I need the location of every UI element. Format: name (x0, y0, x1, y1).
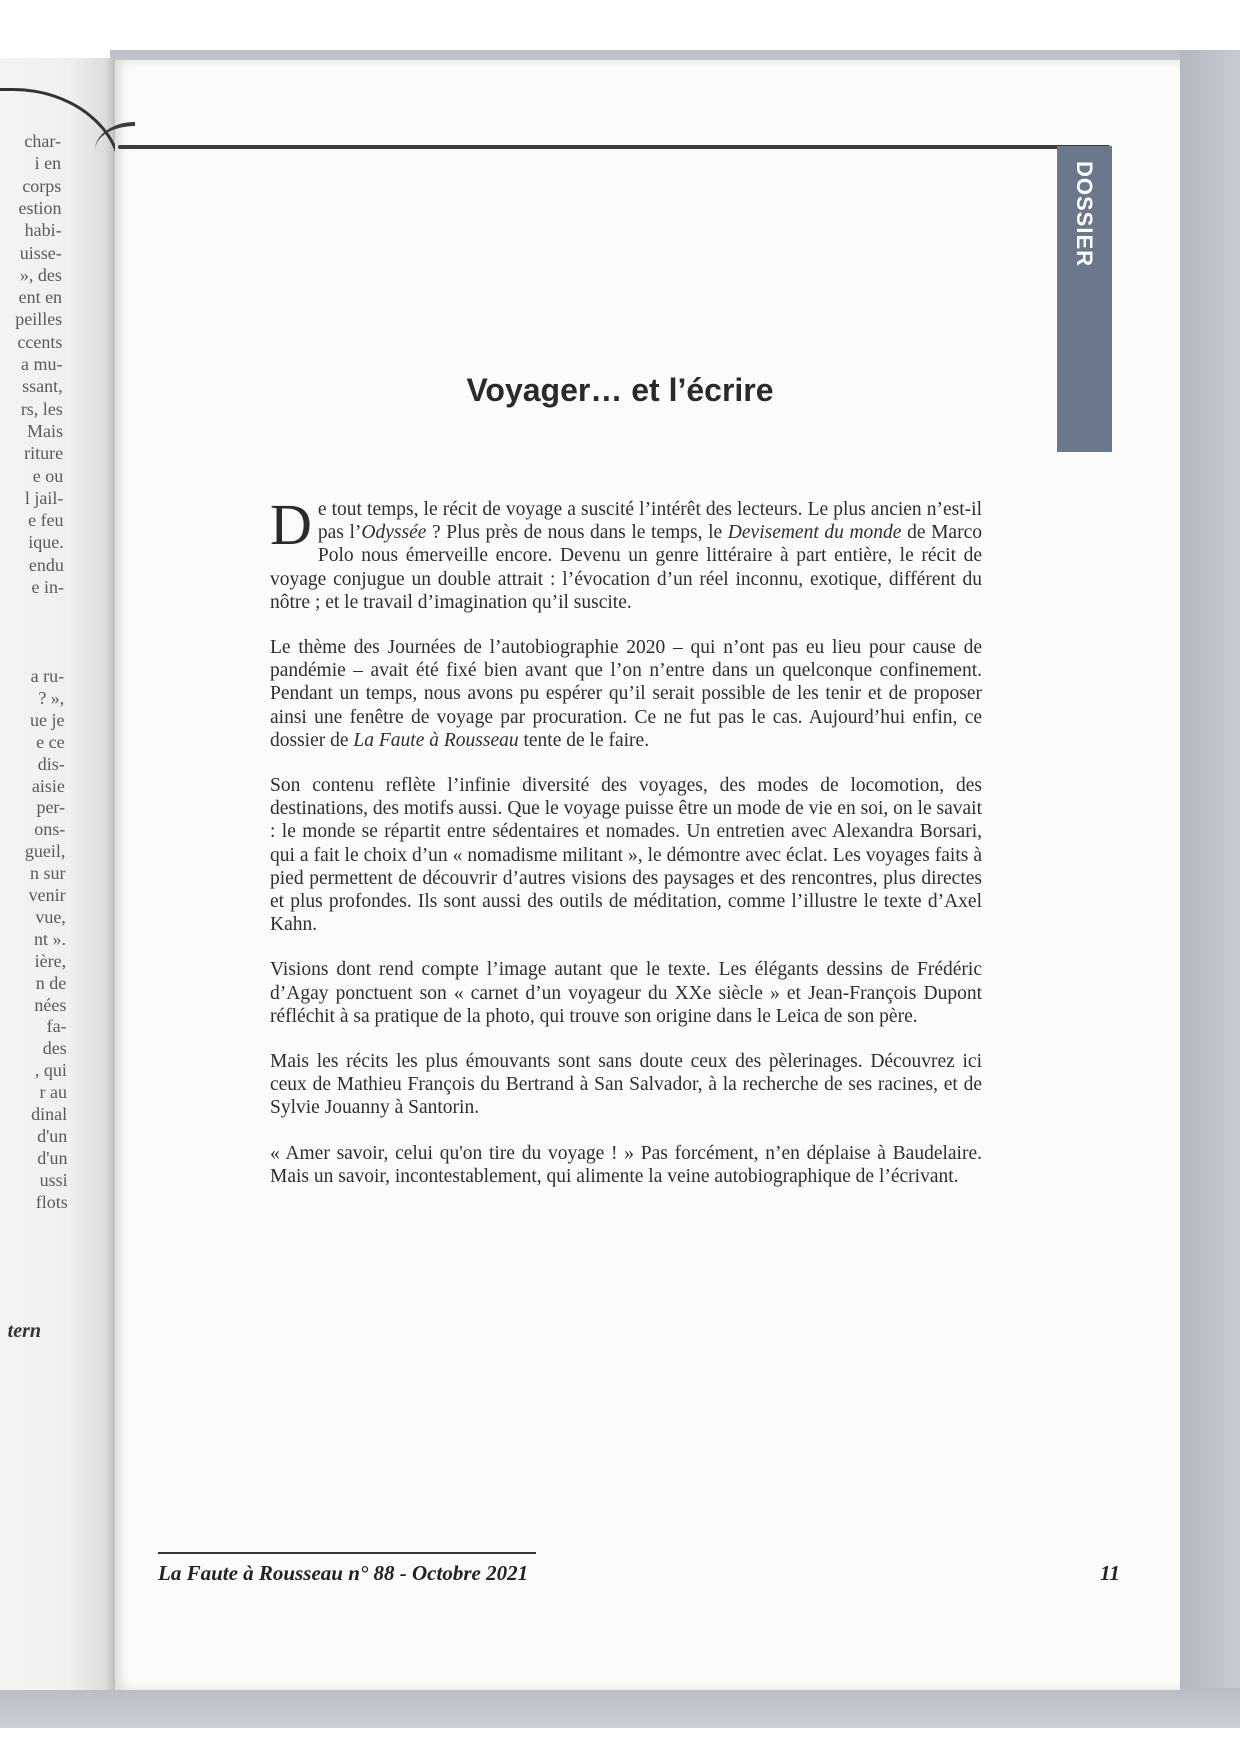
footer-rule (158, 1552, 536, 1554)
footer-publication: La Faute à Rousseau n° 88 - Octobre 2021 (158, 1561, 529, 1585)
left-page-line: dinal (31, 1104, 68, 1124)
p1-odyssee: Odyssée (361, 522, 427, 544)
paragraph-3: Son contenu reflète l’infinie diversité des voyages, des modes de locomotion, des destinations, des motifs aussi. Que le voyage puisse être un mode de vie en soi, on le savait : le monde se répartit entre sédentaires et nomades. Un entretien avec Alexandra Borsari, qui a fait le choix d’un « nomadisme militant », le démontre avec éclat. Les voyages faits à pied permettent de découvrir d’autres visions des paysages et des rencontres, plus directes et plus profondes. Ils sont aussi des outils de méditation, comme l’illustre le texte d’Axel Kahn. (270, 775, 982, 936)
p2-start: Le thème des Journées de l’autobiographie 2020 – qui n’ont pas eu lieu pour cause de pandémie – avait été fixé bien avant que l’on n’entre dans un quelconque confinement. Pendant un temps, nous avons pu espérer qu’il serait possible de les tenir et de proposer ainsi une fenêtre de voyage par procuration. Ce ne fut pas le cas. Aujourd’hui enfin, ce dossier de (270, 637, 982, 751)
left-page-line: ique. (28, 532, 64, 553)
left-page-line: n de (35, 972, 67, 993)
left-page-line: aisie (31, 775, 65, 796)
paragraph-4: Visions dont rend compte l’image autant que le texte. Les élégants dessins de Frédéric d’Agay ponctuent son « carnet d’un voyageur du XXe siècle » et Jean-François Dupont réfléchit à sa pratique de la photo, qui trouve son origine dans le Leica de son père. (270, 959, 982, 1027)
left-page-line: e in- (31, 577, 64, 597)
left-page-line: gueil, (24, 841, 66, 862)
paragraph-1 (270, 492, 982, 614)
left-page-line: per- (36, 797, 66, 818)
paragraph-5: Mais les récits les plus émouvants sont sans doute ceux des pèlerinages. Découvrez ici ceux de Mathieu François du Bertrand à San Salvador, à la recherche de ses racines, et de Sylvie Jouanny à Santorin. (270, 1051, 982, 1119)
left-page-line: ons- (34, 819, 66, 840)
p1-end: de Marco Polo nous émerveille encore. Devenu un genre littéraire à part entière, le récit de voyage conjugue un double attrait : l’évocation d’un réel inconnu, exotique, différent du nôtre ; et le travail d’imagination qu’il suscite. (270, 522, 982, 613)
left-page-line: nt ». (33, 928, 66, 949)
left-page-line: char- (24, 131, 61, 151)
left-page-line: ent en (18, 287, 63, 308)
left-page-line: ière, (34, 950, 67, 971)
left-page-line: endu (28, 554, 64, 575)
left-page-line: l jail- (24, 487, 64, 508)
left-page-line: fa- (46, 1016, 67, 1037)
header-rule (118, 145, 1110, 149)
left-page-line: ssant, (22, 376, 63, 397)
left-page-line: e ce (36, 731, 65, 752)
left-page-line: r au (39, 1082, 67, 1103)
left-page-line: riture (24, 443, 64, 464)
p2-journal: La Faute à Rousseau (353, 729, 519, 751)
background-bottom (0, 1688, 1240, 1728)
left-page-line: ue je (29, 709, 65, 730)
footer-page-number: 11 (1100, 1561, 1120, 1585)
left-page-line: i en (34, 153, 62, 174)
left-page-line: nées (34, 994, 67, 1015)
p2-end: tente de le faire. (518, 729, 650, 751)
left-page-line: ? », (38, 687, 65, 708)
article-body (270, 492, 982, 1210)
left-page-line: ussi (39, 1169, 68, 1190)
left-facing-page (0, 58, 115, 1690)
left-page-line: estion (18, 197, 62, 218)
left-page-line: vue, (35, 906, 66, 927)
left-page-line: peilles (15, 309, 63, 330)
paragraph-6: « Amer savoir, celui qu'on tire du voyage ! » Pas forcément, n’en déplaise à Baudelaire. Mais un savoir, incontestablement, qui alimente la veine autobiographique de l’écrivant. (270, 1142, 982, 1187)
left-page-line: des (42, 1038, 67, 1059)
article-title: Voyager… et l’écrire (466, 372, 774, 408)
background-right (1180, 50, 1240, 1710)
left-page-line: d'un (37, 1147, 68, 1168)
left-page-line: e feu (28, 510, 64, 531)
left-page-line: dis- (37, 753, 65, 774)
paragraph-2 (270, 636, 982, 752)
p1-intro: e tout temps, le récit de voyage a suscité l’intérêt des lecteurs. Le plus ancien n’est-il pas l’ (317, 499, 982, 544)
dossier-tab-label: DOSSIER (1072, 160, 1097, 268)
left-page-line: ccents (17, 331, 63, 352)
left-page-line: », des (19, 264, 62, 285)
left-page-line: a mu- (21, 354, 63, 374)
left-page-line: , qui (34, 1060, 67, 1081)
left-page-line: venir (28, 885, 66, 905)
left-page-line: habi- (24, 220, 62, 241)
p1-mid: ? Plus près de nous dans le temps, le (426, 522, 728, 544)
left-page-line: Mais (26, 420, 63, 441)
left-page-line: a ru- (30, 666, 65, 686)
left-page-line: rs, les (20, 398, 63, 419)
left-page-line: e ou (32, 465, 64, 486)
left-page-line: uisse- (19, 242, 62, 263)
left-page-signature: tern (7, 1320, 41, 1342)
left-page-line: flots (35, 1191, 68, 1212)
left-page-line: n sur (30, 863, 66, 884)
left-page-line: d'un (37, 1125, 68, 1146)
left-page-line: corps (22, 175, 62, 196)
p1-devisement: Devisement du monde (727, 522, 902, 544)
dropcap: D (270, 492, 312, 557)
